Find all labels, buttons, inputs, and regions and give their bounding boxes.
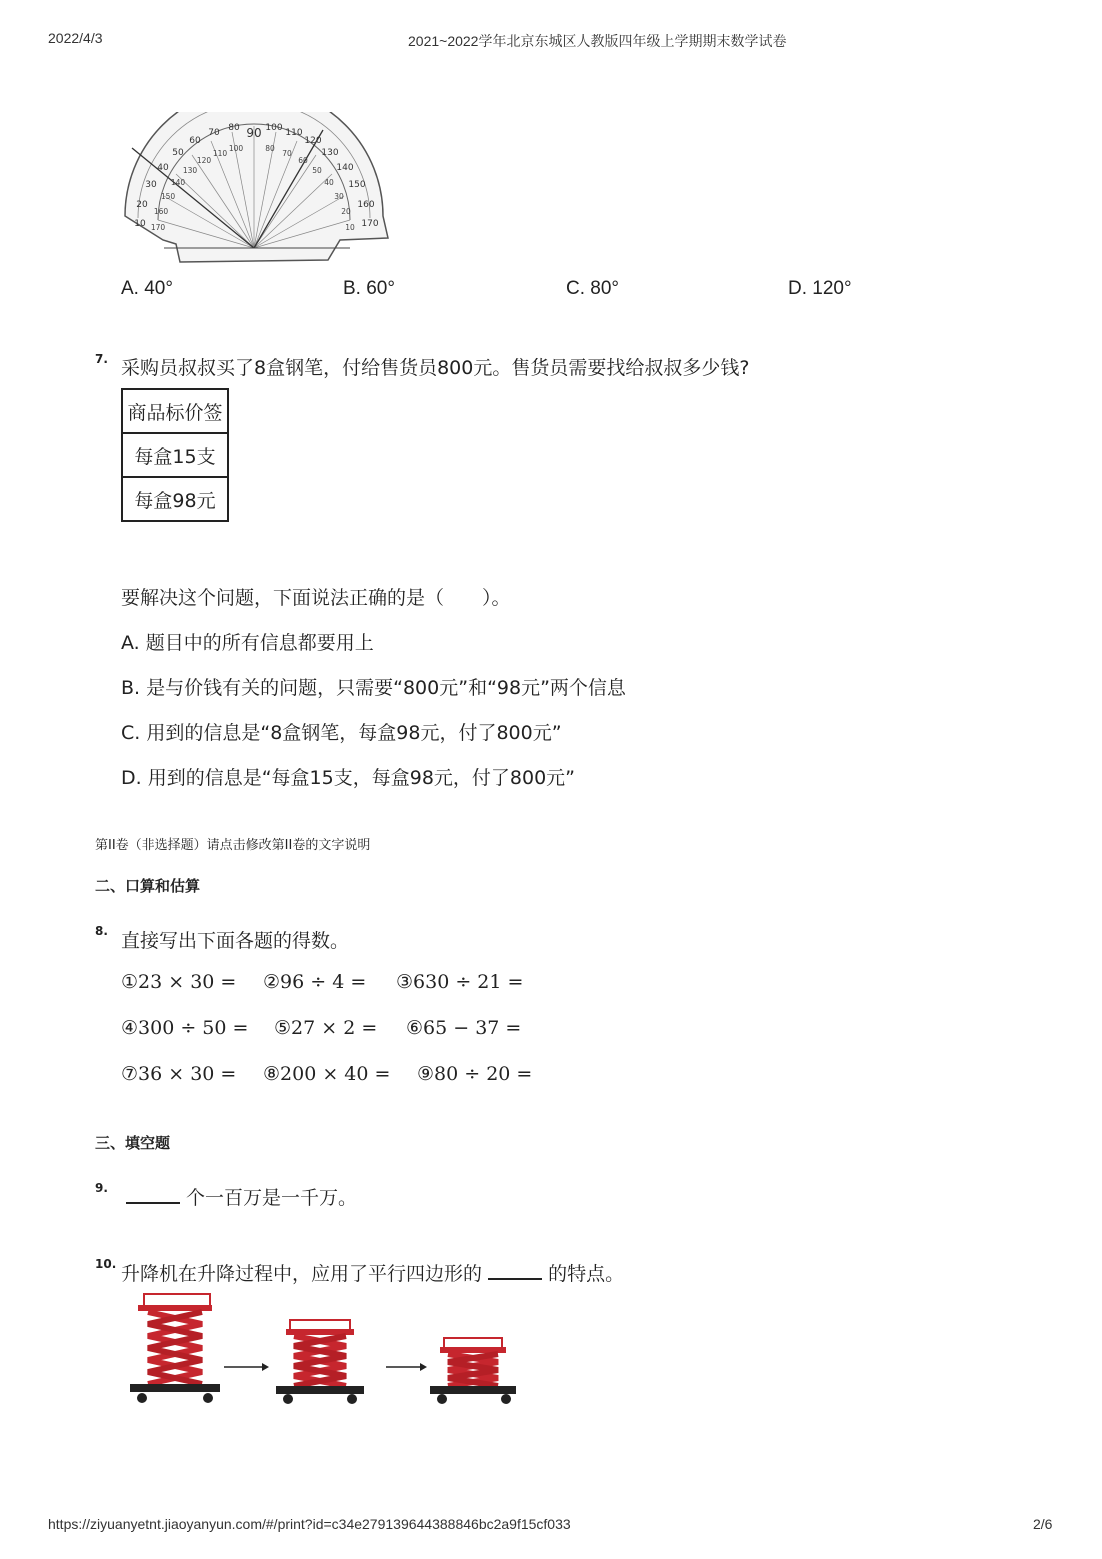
- outer-label-40: 40: [157, 163, 169, 173]
- outer-label-50: 50: [172, 148, 184, 158]
- price-tag-pens-per-box: 每盒15支: [122, 433, 228, 477]
- q6-option-b[interactable]: B. 60°: [343, 278, 395, 299]
- inner-label-160: 160: [153, 207, 169, 216]
- arrow-right-icon: [386, 1363, 427, 1371]
- outer-label-110: 110: [285, 128, 303, 138]
- inner-label-40: 40: [324, 178, 334, 187]
- outer-label-140: 140: [336, 163, 354, 173]
- outer-label-20: 20: [136, 200, 148, 210]
- q7-option-a[interactable]: A. 题目中的所有信息都要用上: [121, 632, 374, 654]
- price-tag-price-per-box: 每盒98元: [122, 477, 228, 521]
- outer-label-130: 130: [321, 148, 339, 158]
- q6-option-c[interactable]: C. 80°: [566, 278, 620, 299]
- protractor-image: [118, 112, 393, 264]
- scissor-lift-tall: [130, 1294, 220, 1403]
- outer-label-80: 80: [228, 123, 240, 133]
- q6-option-d[interactable]: D. 120°: [788, 278, 852, 299]
- q8-item-2: ②96 ÷ 4 =: [263, 971, 367, 993]
- q8-item-8: ⑧200 × 40 =: [263, 1063, 391, 1085]
- inner-label-80: 80: [265, 144, 275, 153]
- price-tag-header: 商品标价签: [122, 389, 228, 433]
- q10-answer-blank[interactable]: [488, 1260, 542, 1280]
- outer-label-60: 60: [189, 136, 201, 146]
- outer-label-30: 30: [145, 180, 157, 190]
- q7-stem: 采购员叔叔买了8盒钢笔，付给售货员800元。售货员需要找给叔叔多少钱?: [121, 357, 750, 379]
- inner-label-10: 10: [345, 223, 355, 232]
- inner-label-170: 170: [150, 223, 166, 232]
- section2-title: 二、口算和估算: [95, 877, 201, 895]
- scissor-lift-short: [430, 1338, 516, 1404]
- q10-line: [121, 1259, 624, 1286]
- document-title: 2021~2022学年北京东城区人教版四年级上学期期末数学试卷: [408, 33, 787, 49]
- q7-question: 要解决这个问题，下面说法正确的是（ ）。: [121, 587, 511, 609]
- q6-option-a[interactable]: A. 40°: [121, 278, 173, 299]
- inner-label-20: 20: [341, 207, 351, 216]
- outer-label-160: 160: [357, 200, 375, 210]
- inner-label-70: 70: [282, 149, 292, 158]
- inner-label-130: 130: [182, 166, 198, 175]
- inner-label-100: 100: [228, 144, 244, 153]
- outer-label-70: 70: [208, 128, 220, 138]
- page-number: 2/6: [1033, 1516, 1053, 1532]
- q9-text: 个一百万是一千万。: [186, 1187, 358, 1209]
- inner-label-140: 140: [170, 178, 186, 187]
- part2-note[interactable]: 第II卷（非选择题）请点击修改第II卷的文字说明: [95, 838, 371, 853]
- q9-answer-blank[interactable]: [126, 1184, 180, 1204]
- print-date: 2022/4/3: [48, 30, 103, 46]
- q8-item-1: ①23 × 30 =: [121, 971, 237, 993]
- q7-option-b[interactable]: B. 是与价钱有关的问题，只需要“800元”和“98元”两个信息: [121, 677, 626, 699]
- inner-label-60: 60: [298, 156, 308, 165]
- q10-text-after: 的特点。: [548, 1263, 625, 1285]
- outer-label-100: 100: [265, 123, 283, 133]
- outer-label-120: 120: [304, 136, 322, 146]
- q8-number: 8.: [95, 924, 108, 938]
- section3-title: 三、填空题: [95, 1134, 171, 1152]
- price-tag-table: [121, 388, 229, 522]
- q7-option-c[interactable]: C. 用到的信息是“8盒钢笔，每盒98元，付了800元”: [121, 722, 562, 744]
- outer-label-10: 10: [134, 219, 146, 229]
- q8-item-3: ③630 ÷ 21 =: [396, 971, 524, 993]
- scissor-lift-image: [118, 1292, 520, 1406]
- q7-option-d[interactable]: D. 用到的信息是“每盒15支，每盒98元，付了800元”: [121, 767, 576, 789]
- outer-label-90: 90: [246, 126, 262, 140]
- inner-label-150: 150: [160, 192, 176, 201]
- inner-label-50: 50: [312, 166, 322, 175]
- footer-url[interactable]: https://ziyuanyetnt.jiaoyanyun.com/#/print?id=c34e279139644388846bc2a9f15cf033: [48, 1516, 571, 1532]
- q8-item-5: ⑤27 × 2 =: [274, 1017, 378, 1039]
- inner-label-110: 110: [212, 149, 228, 158]
- q10-text-before: 升降机在升降过程中，应用了平行四边形的: [121, 1263, 483, 1285]
- outer-label-150: 150: [348, 180, 366, 190]
- inner-label-120: 120: [196, 156, 212, 165]
- arrow-right-icon: [224, 1363, 269, 1371]
- q8-item-6: ⑥65 − 37 =: [406, 1017, 522, 1039]
- scissor-lift-medium: [276, 1320, 364, 1404]
- q8-item-9: ⑨80 ÷ 20 =: [417, 1063, 533, 1085]
- q8-item-4: ④300 ÷ 50 =: [121, 1017, 249, 1039]
- outer-label-170: 170: [361, 219, 379, 229]
- inner-label-30: 30: [334, 192, 344, 201]
- q9-number: 9.: [95, 1181, 108, 1195]
- q10-number: 10.: [95, 1257, 117, 1271]
- q9-line: [126, 1183, 357, 1210]
- q8-item-7: ⑦36 × 30 =: [121, 1063, 237, 1085]
- q7-number: 7.: [95, 352, 108, 366]
- q8-stem: 直接写出下面各题的得数。: [121, 930, 350, 952]
